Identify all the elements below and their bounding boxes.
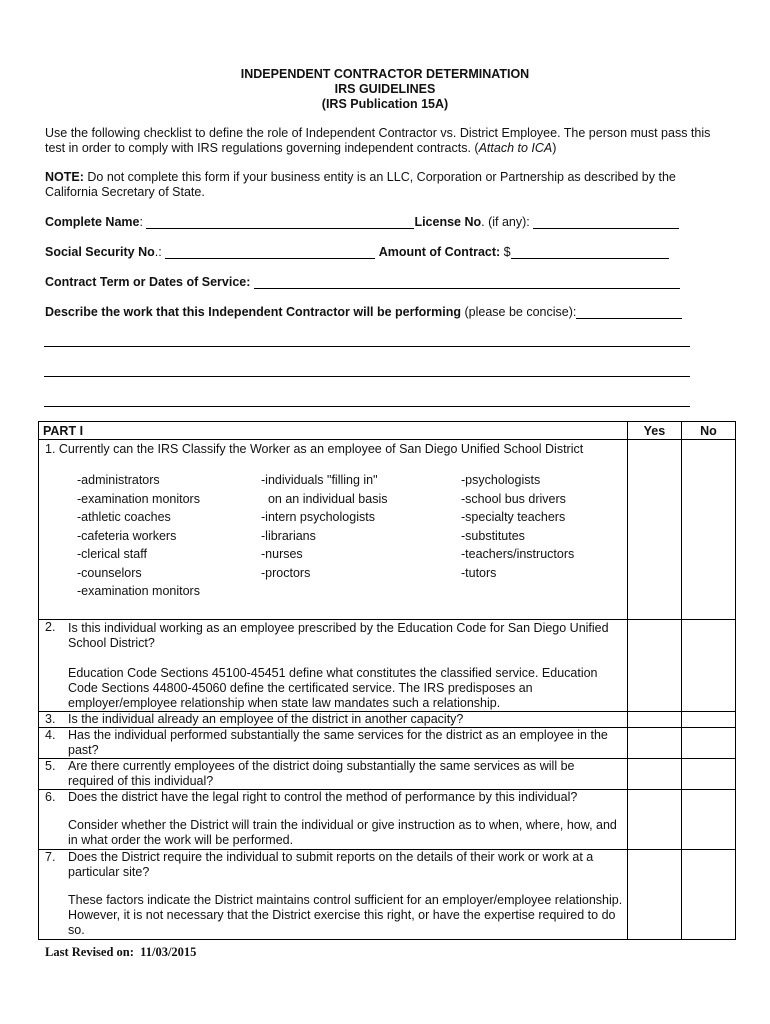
dollar-sign: $ [500,245,511,259]
q7-no-box[interactable] [681,850,735,940]
term-row [45,274,680,289]
intro-line-1: Use the following checklist to define the role of Independent Contractor vs. District Employee. The person must pass this [45,126,711,140]
note-label: NOTE: [45,170,84,184]
position-item: -school bus drivers [461,491,566,506]
part-one-heading-cell [39,422,628,440]
position-item: -proctors [261,565,311,580]
question-5 [39,759,628,790]
describe-suffix: (please be concise): [461,305,577,319]
q1-yes-box[interactable] [627,440,681,620]
q5-no-box[interactable] [681,759,735,790]
q4-text: Has the individual performed substantially the same services for the district as an employee in the past? [68,728,608,757]
last-revised [45,945,196,960]
intro-line-2 [45,141,745,156]
q2-yes-box[interactable] [627,620,681,712]
note-paragraph [45,170,745,200]
part-one-heading: PART I [43,424,84,438]
license-field[interactable] [533,214,679,229]
question-2 [39,620,628,712]
position-item: -administrators [77,473,160,487]
form-publication: (IRS Publication 15A) [321,97,449,111]
term-field[interactable] [254,274,680,289]
colon: : [139,215,143,229]
intro-paren: ) [552,141,557,155]
position-list [39,471,627,619]
q3-number: 3. [45,712,56,726]
name-row [45,214,679,229]
describe-label: Describe the work that this Independent Contractor will be performing [45,305,462,319]
last-revised-date: 11/03/2015 [140,945,197,959]
yes-header: Yes [627,422,681,440]
q5-text: Are there currently employees of the district doing substantially the same services as will be required of this individual? [68,759,575,788]
question-6 [39,790,628,850]
question-7 [39,850,628,940]
position-item: -specialty teachers [461,510,566,524]
position-item: -nurses [261,547,303,561]
question-1-text: 1. Currently can the IRS Classify the Worker as an employee of San Diego Unified School District [45,442,584,456]
position-list-col-1 [77,471,200,601]
position-list-col-3 [461,471,574,582]
ssn-row [45,244,669,259]
q7-note: These factors indicate the District maintains control sufficient for an employer/employee relationship. However, it is not necessary that the District exercise this right, or have the expertise required to do so. [68,893,623,937]
describe-field[interactable] [576,304,682,319]
note-line-2: California Secretary of State. [45,185,205,199]
attach-note: Attach to ICA [478,141,553,155]
amount-label: Amount of Contract: [378,245,501,259]
part-one-table [38,421,736,940]
describe-line-2[interactable] [44,376,690,377]
q6-no-box[interactable] [681,790,735,850]
position-item: -librarians [261,528,316,543]
q3-text: Is the individual already an employee of the district in another capacity? [68,712,464,726]
ssn-suffix: .: [154,245,162,259]
position-item: -individuals "filling in" [261,473,378,487]
q2-text: Is this individual working as an employee prescribed by the Education Code for San Diego Unified School District? [68,621,609,650]
q2-no-box[interactable] [681,620,735,712]
q4-no-box[interactable] [681,728,735,759]
form-subtitle: IRS GUIDELINES [334,82,436,96]
position-item: on an individual basis [261,491,388,506]
position-item: -clerical staff [77,547,147,561]
q5-yes-box[interactable] [627,759,681,790]
q2-note: Education Code Sections 45100-45451 define what constitutes the classified service. Education Code Sections 44800-45060 define the certificated service. The IRS predisposes an employer/employee relationship when state law mandates such a relationship. [68,666,598,710]
amount-field[interactable] [511,244,669,259]
q7-yes-box[interactable] [627,850,681,940]
position-item: -cafeteria workers [77,528,177,543]
note-text: Do not complete this form if your business entity is an LLC, Corporation or Partnership as described by the [83,170,676,184]
describe-line-1[interactable] [44,346,690,347]
position-item: -psychologists [461,473,541,487]
position-item: -counselors [77,565,142,580]
position-item: -tutors [461,565,497,580]
position-item: -examination monitors [77,584,200,598]
q2-number: 2. [45,620,56,634]
complete-name-label: Complete Name [45,215,140,229]
intro-line-2-text: test in order to comply with IRS regulations governing independent contracts. ( [45,141,479,155]
q6-text: Does the district have the legal right to control the method of performance by this individual? [68,790,578,804]
q3-no-box[interactable] [681,712,735,728]
ssn-field[interactable] [165,244,375,259]
position-list-col-2 [261,471,387,582]
q6-note: Consider whether the District will train the individual or give instruction as to when, where, how, and in what order the work will be performed. [68,818,617,847]
q6-yes-box[interactable] [627,790,681,850]
q4-number: 4. [45,728,56,742]
position-item: -athletic coaches [77,510,171,524]
position-item: -examination monitors [77,491,200,506]
position-item: -substitutes [461,528,525,543]
q1-no-box[interactable] [681,440,735,620]
question-1 [39,440,628,620]
position-item: -teachers/instructors [461,547,575,561]
position-item: -intern psychologists [261,510,375,524]
question-4 [39,728,628,759]
license-label: License No [414,215,482,229]
q3-yes-box[interactable] [627,712,681,728]
no-header: No [681,422,735,440]
complete-name-field[interactable] [146,214,414,229]
describe-row [45,304,682,319]
last-revised-label: Last Revised on: [45,945,134,959]
q4-yes-box[interactable] [627,728,681,759]
q6-number: 6. [45,790,56,804]
term-label: Contract Term or Dates of Service: [45,275,251,289]
license-suffix: . (if any): [481,215,530,229]
q7-text: Does the District require the individual to submit reports on the details of their work or work at a particular site? [68,850,594,879]
note-line-1 [45,170,745,185]
question-3 [39,712,628,728]
q5-number: 5. [45,759,56,773]
q7-number: 7. [45,850,56,864]
ssn-label: Social Security No [45,245,155,259]
describe-line-3[interactable] [44,406,690,407]
form-title: INDEPENDENT CONTRACTOR DETERMINATION [240,67,530,81]
intro-paragraph [45,126,745,156]
